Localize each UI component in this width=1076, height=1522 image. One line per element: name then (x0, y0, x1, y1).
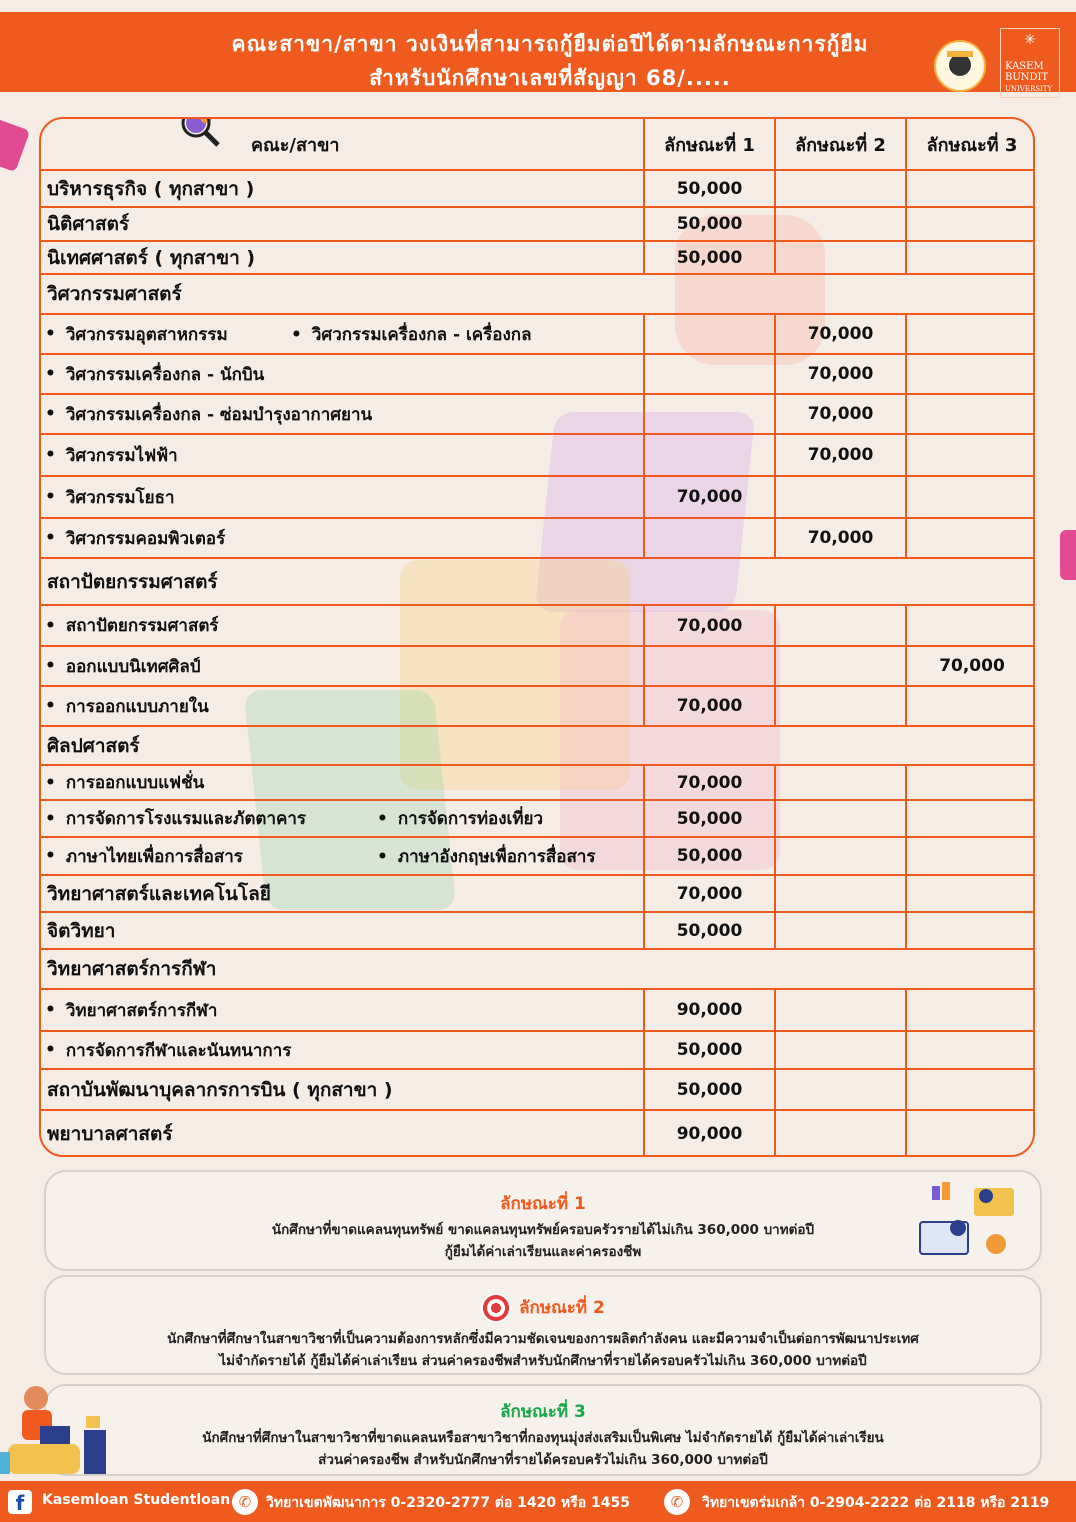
type3-value (905, 171, 1035, 206)
section-row-sports-science (41, 950, 1035, 990)
program-name: การออกแบบภายใน (65, 696, 209, 717)
type2-value (774, 171, 905, 206)
table-row (41, 913, 1035, 950)
type2-value (774, 477, 905, 517)
type2-value (774, 687, 905, 725)
type1-value: 50,000 (643, 913, 774, 948)
faculty-name (41, 395, 643, 433)
faculty-name: สถาบันพัฒนาบุคลากรการบิน ( ทุกสาขา ) (47, 1078, 393, 1101)
table-row (41, 1111, 1035, 1157)
type1-value: 50,000 (643, 242, 774, 273)
type2-value: 70,000 (774, 395, 905, 433)
faculty-name (41, 315, 643, 353)
bullet: • (45, 656, 56, 676)
type2-value (774, 838, 905, 874)
type3-value (905, 990, 1035, 1030)
type2-value (774, 606, 905, 645)
program-name-2: การจัดการท่องเที่ยว (397, 809, 544, 829)
faculty-name (41, 766, 643, 799)
section-title: วิศวกรรมศาสตร์ (47, 283, 182, 305)
target-icon (481, 1293, 511, 1323)
program-name: สถาปัตยกรรมศาสตร์ (65, 616, 219, 636)
type1-value: 50,000 (643, 801, 774, 836)
bullet: • (45, 615, 56, 636)
table-row (41, 606, 1035, 647)
program-name: วิศวกรรมเครื่องกล - นักบิน (65, 364, 265, 385)
faculty-name: นิเทศศาสตร์ ( ทุกสาขา ) (47, 246, 256, 269)
section-row-architecture (41, 559, 1035, 606)
footer-bar (0, 1481, 1076, 1522)
type3-value (905, 838, 1035, 874)
star-icon: ✳ (1024, 32, 1036, 48)
info-line: นักศึกษาที่ขาดแคลนทุนทรัพย์ ขาดแคลนทุนทรัพย์ครอบครัวรายได้ไม่เกิน 360,000 บาทต่อปี (271, 1222, 815, 1238)
info-box-type1 (44, 1170, 1042, 1271)
table-row (41, 477, 1035, 519)
decor-pink-cube-left (0, 116, 30, 172)
page-title-line2: สำหรับนักศึกษาเลขที่สัญญา 68/..... (369, 66, 731, 90)
type1-value: 70,000 (643, 766, 774, 799)
table-row (41, 838, 1035, 876)
logo-word-2: BUNDIT (1005, 72, 1049, 83)
graduate-logo-icon (934, 40, 986, 92)
type2-value: 70,000 (774, 355, 905, 393)
faculty-name (41, 990, 643, 1030)
bullet: • (377, 846, 388, 867)
faculty-name (41, 801, 643, 836)
bullet: • (291, 324, 302, 345)
program-name: วิศวกรรมคอมพิวเตอร์ (65, 528, 226, 549)
type2-value (774, 876, 905, 911)
type3-value (905, 395, 1035, 433)
logo-word-1: KASEM (1005, 61, 1044, 72)
info-line: นักศึกษาที่ศึกษาในสาขาวิชาที่เป็นความต้องการหลักซึ่งมีความชัดเจนของการผลิตกำลังคน และมีความจำเป็นต่อการพัฒนาประเทศ (167, 1331, 919, 1347)
program-name-2: ภาษาอังกฤษเพื่อการสื่อสาร (397, 846, 596, 867)
table-row (41, 801, 1035, 838)
header-type2 (774, 119, 905, 169)
logo-word-3: UNIVERSITY (1005, 85, 1053, 93)
section-title: ศิลปศาสตร์ (47, 734, 140, 757)
table-row (41, 242, 1035, 275)
type2-value (774, 766, 905, 799)
type2-value: 70,000 (774, 435, 905, 475)
bullet: • (45, 487, 56, 507)
program-name: วิศวกรรมอุตสาหกรรม (65, 324, 228, 345)
type3-value (905, 519, 1035, 557)
faculty-name (41, 477, 643, 517)
type3-value (905, 913, 1035, 948)
student-laptop-illustration-icon (0, 1382, 110, 1478)
type1-value: 50,000 (643, 208, 774, 240)
type3-value: 70,000 (905, 647, 1035, 685)
campus-phone-pattanakarn[interactable]: วิทยาเขตพัฒนาการ 0-2320-2777 ต่อ 1420 หรือ 1455 (266, 1495, 631, 1511)
faculty-name (41, 1032, 643, 1068)
header-type3 (905, 119, 1035, 169)
type3-value (905, 315, 1035, 353)
section-title: วิทยาศาสตร์การกีฬา (47, 958, 217, 980)
type3-value (905, 606, 1035, 645)
table-row (41, 766, 1035, 801)
type1-value: 70,000 (643, 687, 774, 725)
type1-value: 50,000 (643, 171, 774, 206)
bullet: • (45, 445, 56, 465)
type3-value (905, 801, 1035, 836)
type2-value (774, 1070, 905, 1109)
info-line: ส่วนค่าครองชีพ สำหรับนักศึกษาที่รายได้ครอบครัวไม่เกิน 360,000 บาทต่อปี (318, 1452, 768, 1468)
type3-value (905, 687, 1035, 725)
info-line: กู้ยืมได้ค่าเล่าเรียนและค่าครองชีพ (444, 1244, 642, 1260)
info-title: ลักษณะที่ 3 (500, 1402, 586, 1422)
type3-value (905, 242, 1035, 273)
table-row (41, 171, 1035, 208)
type3-value (905, 208, 1035, 240)
type3-value (905, 1070, 1035, 1109)
university-logo (1000, 28, 1060, 98)
type3-value (905, 435, 1035, 475)
program-name: การจัดการโรงแรมและภัตตาคาร (65, 809, 307, 829)
type1-value: 70,000 (643, 477, 774, 517)
header-type2-label: ลักษณะที่ 2 (795, 134, 886, 156)
header-type3-label: ลักษณะที่ 3 (926, 134, 1018, 156)
table-row (41, 315, 1035, 355)
facebook-page-name[interactable]: Kasemloan Studentloan (42, 1492, 231, 1508)
type2-value (774, 801, 905, 836)
type2-value (774, 1111, 905, 1157)
type3-value (905, 477, 1035, 517)
bullet: • (45, 772, 56, 793)
table-row (41, 395, 1035, 435)
bullet: • (45, 364, 56, 384)
section-title: สถาปัตยกรรมศาสตร์ (47, 570, 218, 593)
info-line: ไม่จำกัดรายได้ กู้ยืมได้ค่าเล่าเรียน ส่วนค่าครองชีพสำหรับนักศึกษาที่รายได้ครอบครัวไม่เกิน 360,000 บาทต่อปี (219, 1353, 867, 1369)
bullet: • (45, 1040, 56, 1060)
type1-value: 50,000 (643, 838, 774, 874)
bullet: • (45, 1000, 56, 1020)
phone-icon: ✆ (664, 1489, 690, 1515)
info-title: ลักษณะที่ 1 (500, 1194, 586, 1214)
type3-value (905, 876, 1035, 911)
program-name: ออกแบบนิเทศศิลป์ (65, 656, 201, 677)
type3-value (905, 1032, 1035, 1068)
type2-value (774, 990, 905, 1030)
faculty-name (41, 687, 643, 725)
type2-value (774, 242, 905, 273)
type2-value (774, 1032, 905, 1068)
table-row (41, 435, 1035, 477)
table-header-row (41, 119, 1035, 171)
type1-value (643, 355, 774, 393)
campus-phone-romklao[interactable]: วิทยาเขตร่มเกล้า 0-2904-2222 ต่อ 2118 หรือ 2119 (702, 1495, 1050, 1511)
faculty-name (41, 606, 643, 645)
section-row-liberal-arts (41, 727, 1035, 766)
decor-pink-cube-right (1060, 530, 1076, 580)
program-name-2-wrap (377, 805, 543, 832)
program-name: วิศวกรรมโยธา (65, 487, 175, 508)
program-name: การจัดการกีฬาและนันทนาการ (65, 1040, 292, 1061)
info-title-text: ลักษณะที่ 2 (519, 1298, 605, 1318)
type3-value (905, 1111, 1035, 1157)
loan-table (39, 117, 1035, 1157)
data-analysis-illustration-icon (918, 1182, 1022, 1262)
faculty-name (41, 519, 643, 557)
header-banner (0, 12, 1076, 92)
program-name-2: วิศวกรรมเครื่องกล - เครื่องกล (311, 324, 532, 345)
section-row-engineering (41, 275, 1035, 315)
info-title (46, 1293, 1040, 1323)
type1-value: 50,000 (643, 1032, 774, 1068)
type3-value (905, 355, 1035, 393)
bullet: • (45, 528, 56, 548)
table-row (41, 355, 1035, 395)
type2-value (774, 647, 905, 685)
program-name-2-wrap (291, 321, 531, 348)
search-people-icon (176, 117, 228, 155)
header-type1 (643, 119, 774, 169)
type2-value: 70,000 (774, 519, 905, 557)
type3-value (905, 766, 1035, 799)
table-row (41, 647, 1035, 687)
bullet: • (45, 324, 56, 344)
program-name: วิทยาศาสตร์การกีฬา (65, 1000, 218, 1021)
type1-value: 90,000 (643, 1111, 774, 1157)
table-row (41, 687, 1035, 727)
faculty-name: วิทยาศาสตร์และเทคโนโลยี (47, 882, 271, 905)
type1-value: 90,000 (643, 990, 774, 1030)
program-name: วิศวกรรมเครื่องกล - ซ่อมบำรุงอากาศยาน (65, 404, 373, 425)
header-type1-label: ลักษณะที่ 1 (664, 134, 755, 156)
table-row (41, 876, 1035, 913)
faculty-name: พยาบาลศาสตร์ (47, 1123, 173, 1145)
table-row (41, 1032, 1035, 1070)
bullet: • (45, 404, 56, 424)
program-name: วิศวกรรมไฟฟ้า (65, 445, 178, 466)
type2-value (774, 913, 905, 948)
program-name-2-wrap (377, 843, 596, 870)
faculty-name (41, 435, 643, 475)
type1-value: 50,000 (643, 1070, 774, 1109)
table-row (41, 1070, 1035, 1111)
type2-value (774, 208, 905, 240)
info-box-type3 (44, 1384, 1042, 1476)
type1-value: 70,000 (643, 606, 774, 645)
type1-value (643, 315, 774, 353)
type1-value (643, 519, 774, 557)
type1-value (643, 435, 774, 475)
info-box-type2 (44, 1275, 1042, 1375)
table-row (41, 990, 1035, 1032)
faculty-name (41, 647, 643, 685)
program-name: การออกแบบแฟชั่น (65, 773, 205, 793)
faculty-name (41, 838, 643, 874)
program-name: ภาษาไทยเพื่อการสื่อสาร (65, 846, 243, 867)
table-row (41, 519, 1035, 559)
faculty-name: นิติศาสตร์ (47, 213, 130, 235)
faculty-name (41, 355, 643, 393)
type1-value (643, 395, 774, 433)
type1-value (643, 647, 774, 685)
table-row (41, 208, 1035, 242)
header-faculty (41, 119, 643, 169)
type2-value: 70,000 (774, 315, 905, 353)
info-line: นักศึกษาที่ศึกษาในสาขาวิชาที่ขาดแคลนหรือสาขาวิชาที่กองทุนมุ่งส่งเสริมเป็นพิเศษ ไม่จำกัดรายได้ กู้ยืมได้ค่าเล่าเรียน (202, 1430, 884, 1446)
bullet: • (45, 808, 56, 829)
faculty-name: บริหารธุรกิจ ( ทุกสาขา ) (47, 177, 255, 200)
type1-value: 70,000 (643, 876, 774, 911)
phone-icon: ✆ (232, 1489, 258, 1515)
facebook-icon[interactable]: f (8, 1490, 32, 1514)
faculty-name: จิตวิทยา (47, 919, 116, 942)
bullet: • (45, 846, 56, 866)
page-title-line1: คณะสาขา/สาขา วงเงินที่สามารถกู้ยืมต่อปีได้ตามลักษณะการกู้ยืม (231, 32, 869, 56)
header-faculty-label: คณะ/สาขา (251, 134, 340, 156)
bullet: • (377, 809, 388, 829)
bullet: • (45, 696, 56, 716)
